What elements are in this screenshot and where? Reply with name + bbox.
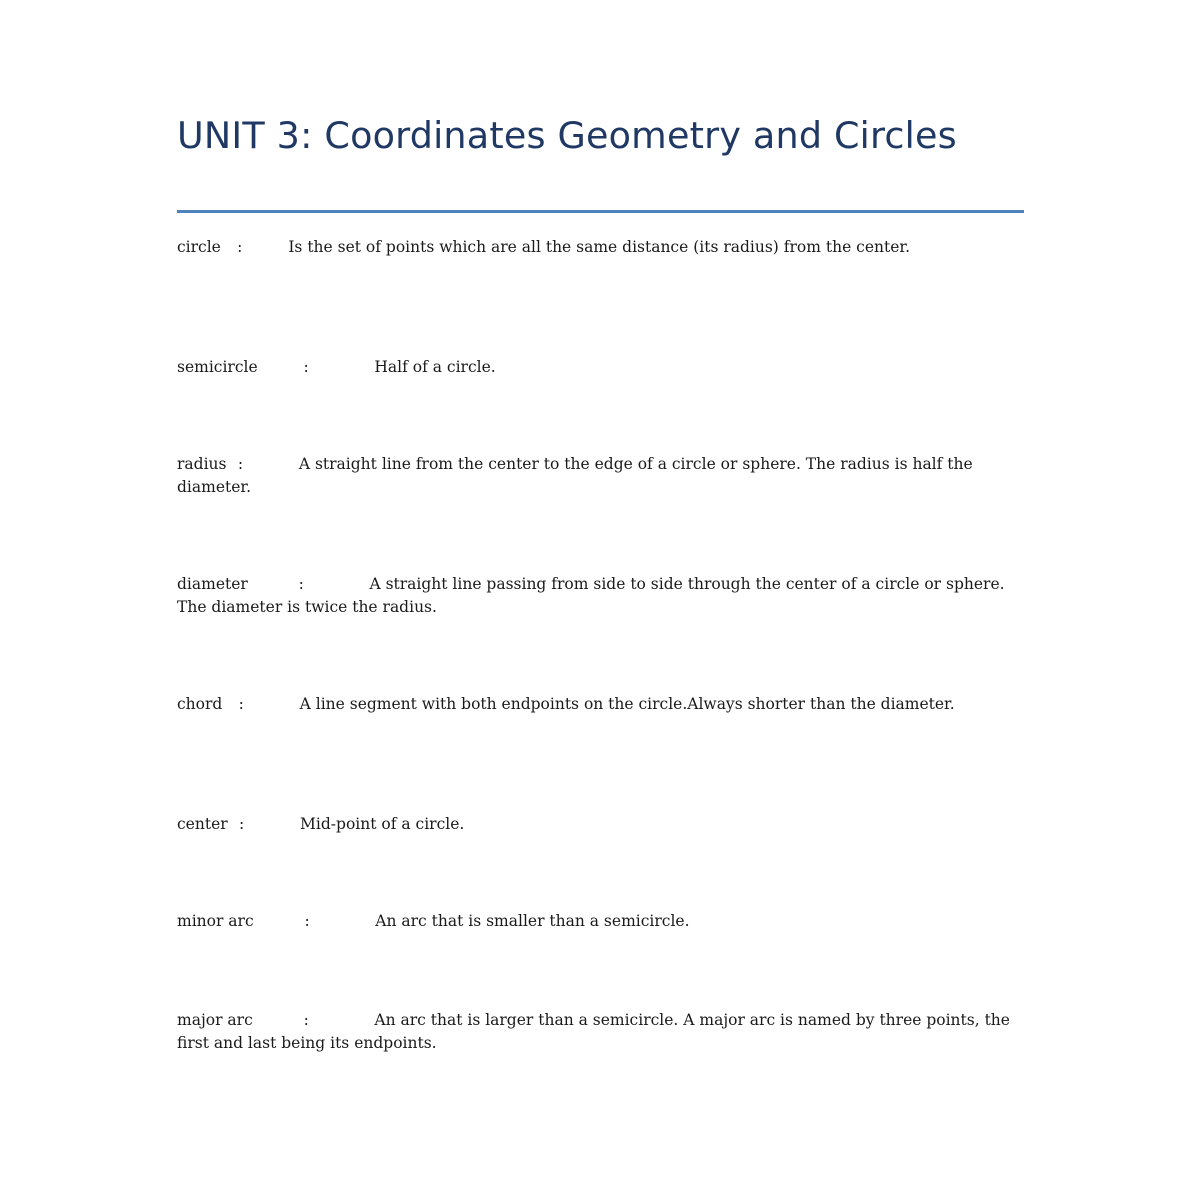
- definition-entry-center: [177, 813, 1027, 836]
- entry-definition: An arc that is smaller than a semicircle.: [375, 912, 690, 930]
- definition-entry-diameter: [177, 573, 1027, 618]
- entry-definition: Is the set of points which are all the same distance (its radius) from the center.: [288, 238, 911, 256]
- entry-separator: :: [223, 695, 299, 713]
- entry-term: center: [177, 815, 228, 833]
- entry-separator: :: [228, 455, 298, 473]
- definition-entry-semicircle: [177, 356, 1027, 379]
- entry-term: minor arc: [177, 912, 254, 930]
- entry-term: diameter: [177, 575, 248, 593]
- entry-term: semicircle: [177, 358, 258, 376]
- title-underline-divider: [177, 210, 1024, 213]
- entry-separator: :: [249, 575, 368, 593]
- entry-term: chord: [177, 695, 223, 713]
- definition-entry-major-arc: [177, 1009, 1027, 1054]
- entry-definition: A straight line passing from side to side through the center of a circle or sphere. The diameter is twice the radius.: [177, 575, 1010, 616]
- entry-term: circle: [177, 238, 221, 256]
- entry-definition: An arc that is larger than a semicircle. A major arc is named by three points, the first and last being its endpoints.: [177, 1011, 1015, 1052]
- entry-separator: :: [222, 238, 287, 256]
- definition-entry-chord: [177, 693, 1027, 716]
- entry-term: major arc: [177, 1011, 253, 1029]
- entry-definition: Mid-point of a circle.: [300, 815, 465, 833]
- definition-entry-minor-arc: [177, 910, 1027, 933]
- definition-entry-circle: [177, 236, 1027, 259]
- entry-separator: :: [259, 358, 373, 376]
- entry-definition: A straight line from the center to the edge of a circle or sphere. The radius is half the diameter.: [177, 455, 978, 496]
- entry-separator: :: [255, 912, 374, 930]
- definition-entry-radius: [177, 453, 1027, 498]
- entry-definition: A line segment with both endpoints on the circle.Always shorter than the diameter.: [299, 695, 955, 713]
- entry-separator: :: [229, 815, 299, 833]
- entry-term: radius: [177, 455, 227, 473]
- page-title: UNIT 3: Coordinates Geometry and Circles: [177, 114, 957, 157]
- entry-definition: Half of a circle.: [374, 358, 496, 376]
- entry-separator: :: [254, 1011, 373, 1029]
